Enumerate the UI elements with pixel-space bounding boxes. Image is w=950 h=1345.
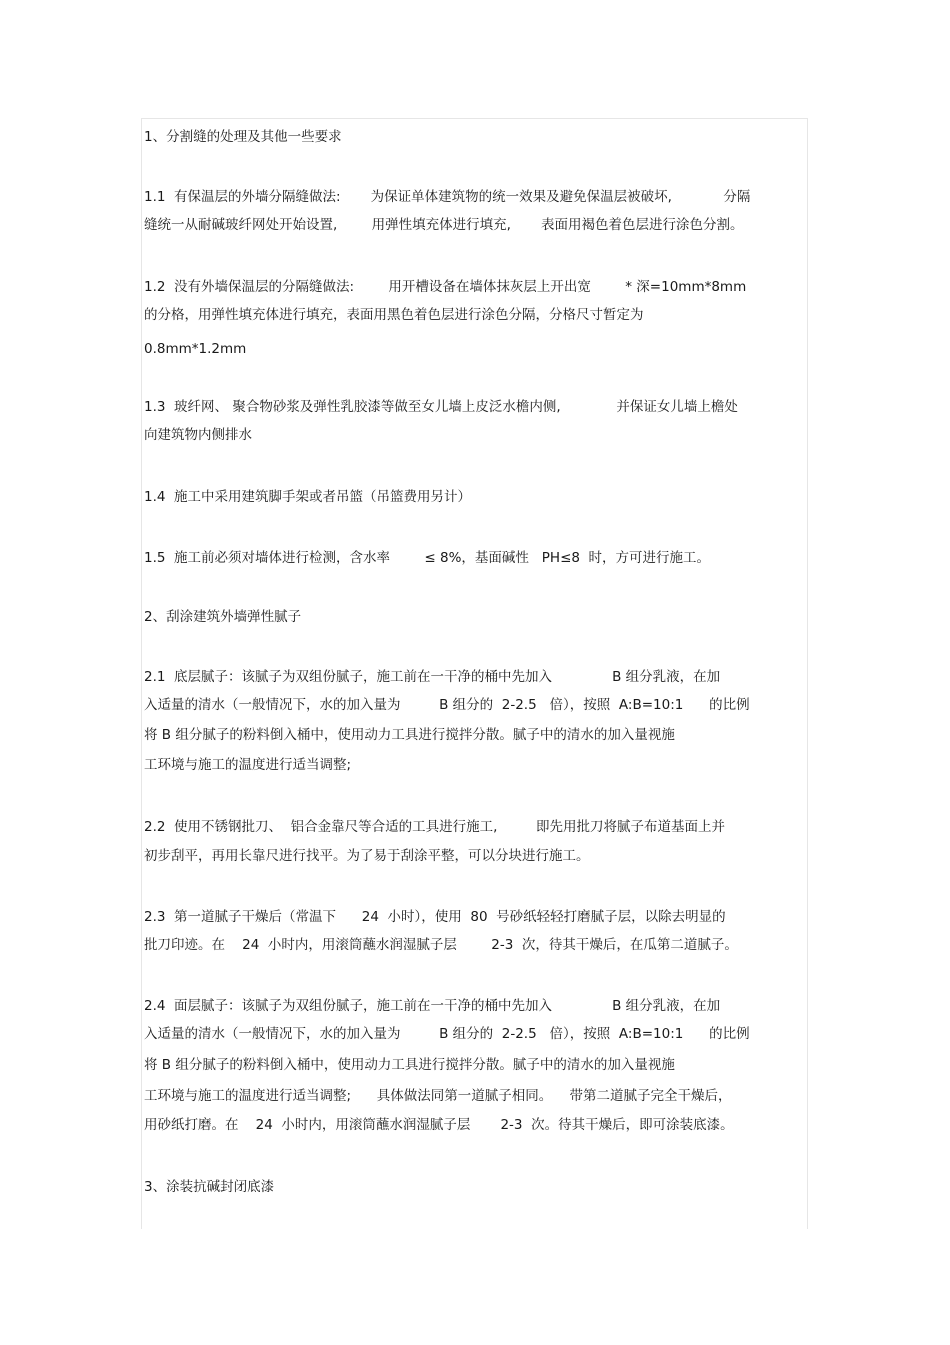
paragraph-line: 向建筑物内侧排水 [144, 427, 252, 443]
paragraph-line: 1.1 有保温层的外墙分隔缝做法: 为保证单体建筑物的统一效果及避免保温层被破坏, 分隔 [144, 189, 751, 205]
section-heading-1: 1、分割缝的处理及其他一些要求 [144, 129, 342, 145]
paragraph-line: 缝统一从耐碱玻纤网处开始设置, 用弹性填充体进行填充, 表面用褐色着色层进行涂色分割。 [144, 217, 744, 233]
paragraph-line: 1.5 施工前必须对墙体进行检测，含水率 ≤ 8%，基面碱性 PH≤8 时，方可进行施工。 [144, 550, 711, 566]
paragraph-line: 2.2 使用不锈钢批刀、 铝合金靠尺等合适的工具进行施工, 即先用批刀将腻子布道基面上并 [144, 819, 726, 835]
paragraph-line: 2.4 面层腻子：该腻子为双组份腻子，施工前在一干净的桶中先加入 B 组分乳液，在加 [144, 998, 721, 1014]
paragraph-line: 1.2 没有外墙保温层的分隔缝做法: 用开槽设备在墙体抹灰层上开出宽 * 深=10mm*8mm [144, 279, 747, 295]
paragraph-line: 批刀印迹。在 24 小时内，用滚筒蘸水润湿腻子层 2-3 次，待其干燥后，在瓜第二道腻子。 [144, 937, 738, 953]
section-heading-2: 2、刮涂建筑外墙弹性腻子 [144, 609, 302, 625]
paragraph-line: 用砂纸打磨。在 24 小时内，用滚筒蘸水润湿腻子层 2-3 次。待其干燥后，即可涂装底漆。 [144, 1117, 734, 1133]
paragraph-line: 2.3 第一道腻子干燥后（常温下 24 小时），使用 80 号砂纸轻轻打磨腻子层，以除去明显的 [144, 909, 726, 925]
paragraph-line: 工环境与施工的温度进行适当调整; 具体做法同第一道腻子相同。 带第二道腻子完全干燥后， [144, 1088, 732, 1104]
paragraph-line: 0.8mm*1.2mm [144, 341, 247, 357]
paragraph-line: 将 B 组分腻子的粉料倒入桶中，使用动力工具进行搅拌分散。腻子中的清水的加入量视施 [144, 1057, 675, 1073]
paragraph-line: 1.4 施工中采用建筑脚手架或者吊篮（吊篮费用另计） [144, 489, 472, 505]
section-heading-3: 3、涂装抗碱封闭底漆 [144, 1179, 275, 1195]
paragraph-line: 将 B 组分腻子的粉料倒入桶中，使用动力工具进行搅拌分散。腻子中的清水的加入量视施 [144, 727, 675, 743]
paragraph-line: 入适量的清水（一般情况下，水的加入量为 B 组分的 2-2.5 倍），按照 A:B=10:1 的比例 [144, 697, 750, 713]
paragraph-line: 初步刮平，再用长靠尺进行找平。为了易于刮涂平整，可以分块进行施工。 [144, 848, 590, 864]
paragraph-line: 2.1 底层腻子：该腻子为双组份腻子，施工前在一干净的桶中先加入 B 组分乳液，在加 [144, 669, 721, 685]
paragraph-line: 的分格，用弹性填充体进行填充，表面用黑色着色层进行涂色分隔，分格尺寸暂定为 [144, 307, 644, 323]
paragraph-line: 1.3 玻纤网、 聚合物砂浆及弹性乳胶漆等做至女儿墙上皮泛水檐内侧, 并保证女儿墙上檐处 [144, 399, 738, 415]
paragraph-line: 入适量的清水（一般情况下，水的加入量为 B 组分的 2-2.5 倍），按照 A:B=10:1 的比例 [144, 1026, 750, 1042]
paragraph-line: 工环境与施工的温度进行适当调整; [144, 757, 352, 773]
